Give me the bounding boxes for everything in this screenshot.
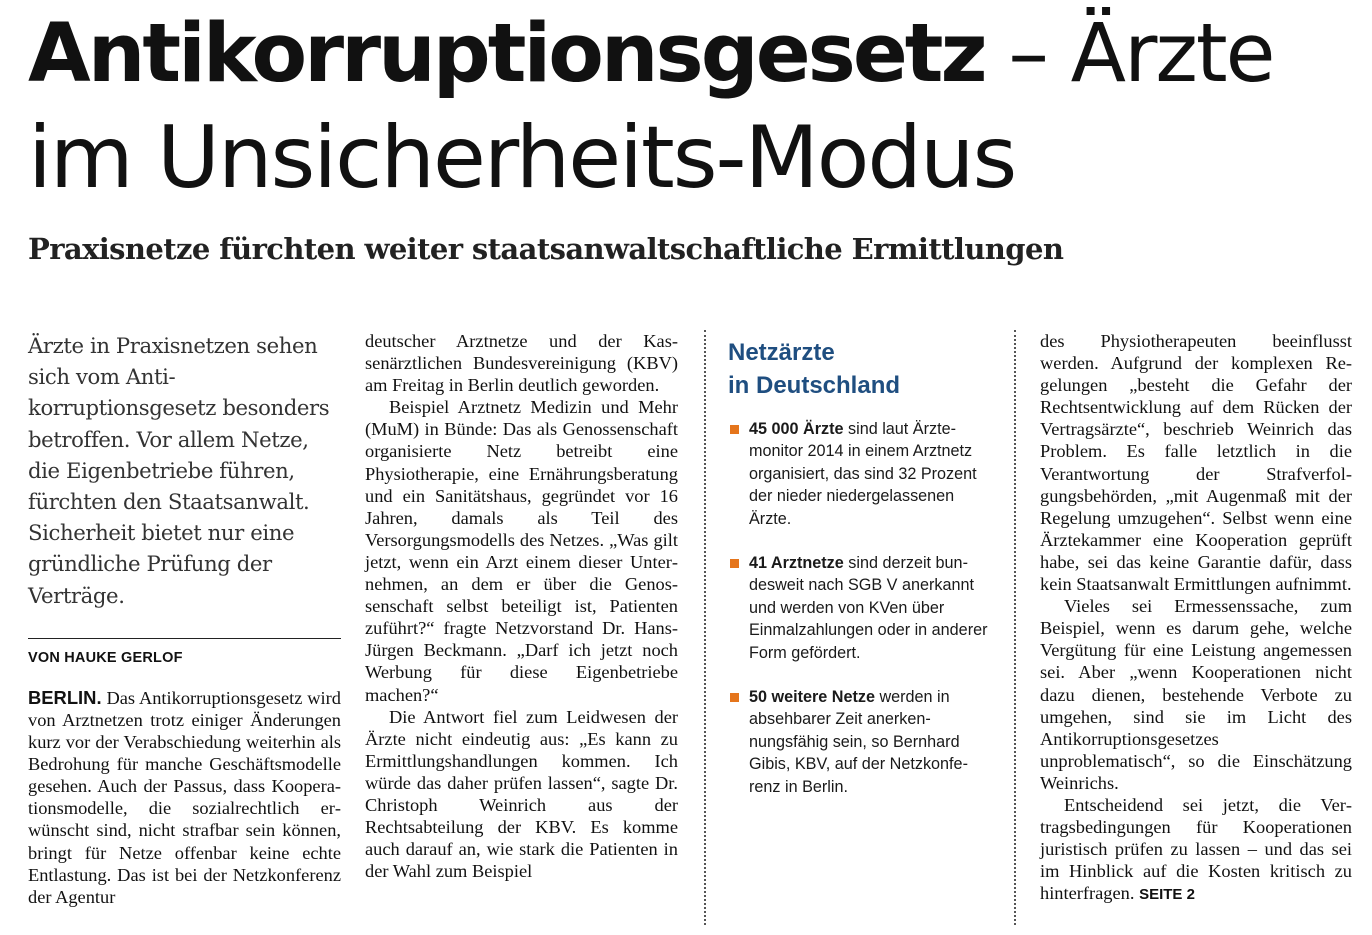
body-paragraph-7 [1040, 794, 1352, 906]
info-box-item-text: werden in absehbarer Zeit anerkennungsfähig sein, so Bernhard Gibis, KBV, auf der Netzkonferenz in Berlin. [749, 688, 968, 796]
body-paragraph-3: Beispiel Arztnetz Medizin und Mehr (MuM) in Bünde: Das als Genossenschaft organisierte Netz betreibt eine Physiotherapie, eine Ernährungsberatung und ein Sanitätshaus, gegründet vor 16 Jahren, damals als Teil des Versorgungsmodells des Netzes. „Was gilt jetzt, wenn ein Arzt einem dieser Unternehmen, an dem er über die Genossenschaft selbst beteiligt ist, Patienten zuführt?“ fragte Netzvorstand Dr. Hans-Jürgen Beckmann. „Darf ich jetzt noch Werbung für diese Eigenbetriebe machen?“ [365, 397, 678, 705]
info-box-title-line2: in Deutschland [728, 372, 901, 399]
square-bullet-icon [730, 559, 739, 568]
column-2 [365, 330, 678, 882]
info-box-list [728, 418, 993, 798]
page-reference: SEITE 2 [1139, 886, 1195, 904]
body-text-final: Entscheidend sei jetzt, die Vertragsbedingungen für Kooperationen juristisch prüfen zu lassen – und das sei im Hinblick auf die Kosten kritisch zu hinterfragen. [1040, 794, 1352, 904]
body-paragraph-5: des Physiotherapeuten beeinflusst werden. Aufgrund der komplexen Regelungen „besteht die Gefahr der Rechtsentwicklung auf dem Rücken der Vertragsärzte“, beschrieb Weinrich das Problem. Es falle letztlich in die Verantwortung der Strafverfolgungsbehörden, „mit Augenmaß mit der Regelung umzugehen“. Selbst wenn eine Ärztekammer eine Kooperation geprüft habe, sei das keine Garantie dafür, dass kein Staatsanwalt Ermittlungen aufnimmt. [1040, 331, 1352, 595]
info-box-item [728, 418, 993, 530]
column-divider [704, 330, 706, 925]
info-box-item-text: sind laut Ärztemonitor 2014 in einem Arztnetz organisiert, das sind 32 Prozent der nieder niedergelassenen Ärzte. [749, 420, 977, 528]
byline: VON HAUKE GERLOF [28, 649, 183, 666]
byline-rule [28, 638, 341, 639]
headline-bold: Antikorruptionsgesetz [28, 7, 985, 101]
body-paragraph-1 [28, 687, 341, 908]
info-box-item-strong: 50 weitere Netze [749, 688, 875, 707]
body-text-1: Das Antikorruptionsgesetz wird von Arztnetzen trotz einiger Änderungen kurz vor der Verabschiedung weiterhin als Bedrohung für manche Geschäftsmodelle gesehen. Auch der Passus, dass Kooperationsmodelle, die sozialrechtlich erwünscht sind, nicht strafbar sein können, bringt für Netze offenbar keine echte Entlastung. Das ist bei der Netzkonferenz der Agentur [28, 687, 341, 907]
info-box-item-strong: 45 000 Ärzte [749, 420, 844, 438]
body-paragraph-6: Vieles sei Ermessenssache, zum Beispiel, wenn es darum gehe, welche Vergütung für eine Leistung angemessen sei. Aber „wenn Kooperationen nicht dazu dienen, bestehende Verbote zu umgehen, sind sie im Licht des Antikorruptionsgesetzes unproblematisch“, so die Einschätzung Weinrichs. [1040, 596, 1352, 793]
column-1 [28, 330, 341, 908]
info-box-item [728, 552, 993, 664]
body-paragraph-2: deutscher Arztnetze und der Kassenärztlichen Bundesvereinigung (KBV) am Freitag in Berlin deutlich geworden. [365, 331, 678, 396]
square-bullet-icon [730, 693, 739, 702]
info-box-title [728, 336, 993, 402]
subheadline: Praxisnetze fürchten weiter staatsanwaltschaftliche Ermittlungen [28, 232, 1064, 266]
square-bullet-icon [730, 425, 739, 434]
info-box-item-strong: 41 Arztnetze [749, 554, 844, 573]
info-box-title-line1: Netzärzte [728, 339, 835, 366]
info-box [728, 336, 993, 820]
info-box-item-text: sind derzeit bundesweit nach SGB V anerkannt und werden von KVen über Einmalzahlungen oder in anderer Form gefördert. [749, 554, 988, 662]
headline-line2: im Unsicherheits-Modus [28, 108, 1016, 208]
headline [28, 2, 1358, 210]
dateline: BERLIN. [28, 686, 102, 708]
lead-paragraph: Ärzte in Praxisnetzen sehen sich vom Antikorruptionsgesetz besonders betroffen. Vor allem Netze, die Eigenbetriebe führen, fürchten den Staatsanwalt. Sicherheit bietet nur eine gründliche Prüfung der Verträge. [28, 333, 330, 608]
column-divider [1014, 330, 1016, 925]
info-box-item [728, 686, 993, 798]
column-4 [1040, 330, 1352, 906]
body-paragraph-4: Die Antwort fiel zum Leidwesen der Ärzte nicht eindeutig aus: „Es kann zu Ermittlungshandlungen kommen. Ich würde das daher prüfen lassen“, sagte Dr. Christoph Weinrich aus der Rechtsabteilung der KBV. Es komme auch darauf an, wie stark die Patienten in der Wahl zum Beispiel [365, 706, 678, 882]
headline-rest: – Ärzte [984, 7, 1274, 101]
